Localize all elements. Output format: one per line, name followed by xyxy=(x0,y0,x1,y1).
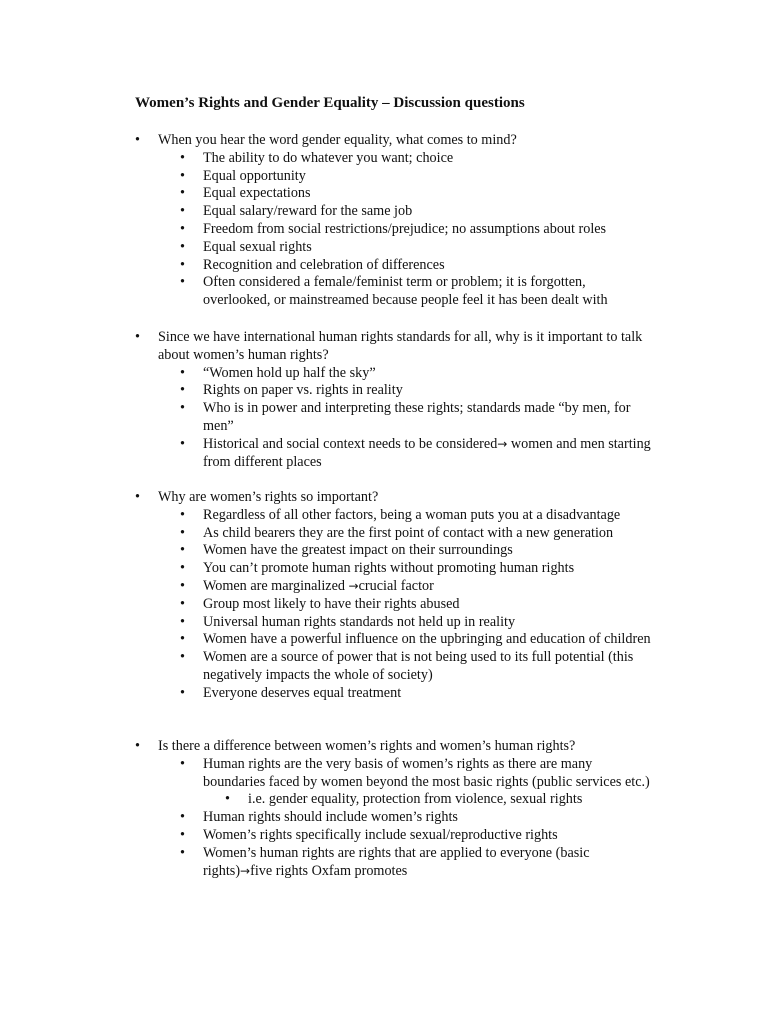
bullet: • xyxy=(180,238,185,255)
bullet: • xyxy=(180,203,185,220)
answer-item xyxy=(180,685,655,703)
answer-text: Everyone deserves equal treatment xyxy=(203,684,402,701)
answer-item xyxy=(180,239,655,257)
bullet: • xyxy=(180,631,185,648)
answer-item xyxy=(180,560,655,578)
answer-item xyxy=(180,507,655,525)
answer-text: Equal sexual rights xyxy=(203,238,312,255)
answer-text: Regardless of all other factors, being a woman puts you at a disadvantage xyxy=(203,506,621,523)
bullet: • xyxy=(135,132,140,148)
answer-text: Human rights should include women’s rights xyxy=(203,809,458,826)
bullet: • xyxy=(180,684,185,701)
answer-text: women and men starting from different places xyxy=(203,435,651,470)
answer-text: Who is in power and interpreting these rights; standards made “by men, for men” xyxy=(203,400,631,434)
question-3 xyxy=(135,489,655,507)
answer-item xyxy=(180,203,655,221)
answer-text: “Women hold up half the sky” xyxy=(203,364,376,381)
answer-text: Recognition and celebration of differences xyxy=(203,256,445,273)
answer-text: Group most likely to have their rights abused xyxy=(203,595,460,612)
answer-item xyxy=(180,845,655,881)
answer-item xyxy=(180,185,655,203)
answer-item xyxy=(180,614,655,632)
answer-text: crucial factor xyxy=(358,577,434,594)
answer-item xyxy=(180,365,655,383)
answer-text: five rights Oxfam promotes xyxy=(250,862,408,879)
answer-item xyxy=(180,827,655,845)
bullet: • xyxy=(180,809,185,826)
answer-text: The ability to do whatever you want; choice xyxy=(203,149,454,166)
answer-text: Women’s rights specifically include sexual/reproductive rights xyxy=(203,826,558,843)
question-text: Is there a difference between women’s rights and women’s human rights? xyxy=(158,738,576,754)
bullet: • xyxy=(180,400,185,417)
answer-text: Human rights are the very basis of women’s rights as there are many boundaries faced by women beyond the most basic rights (public services etc.) xyxy=(203,755,650,790)
bullet: • xyxy=(135,738,140,754)
question-text: Since we have international human rights standards for all, why is it important to talk about women’s human rights? xyxy=(158,329,643,363)
answer-text: You can’t promote human rights without promoting human rights xyxy=(203,560,575,577)
arrow-right-icon: → xyxy=(348,578,359,593)
bullet: • xyxy=(180,542,185,559)
answer-text: Equal salary/reward for the same job xyxy=(203,203,413,220)
bullet: • xyxy=(180,364,185,381)
answer-item xyxy=(180,436,655,472)
bullet: • xyxy=(180,506,185,523)
arrow-right-icon: → xyxy=(240,863,251,878)
bullet: • xyxy=(225,791,230,808)
answer-text: Equal opportunity xyxy=(203,167,306,184)
bullet: • xyxy=(180,560,185,577)
bullet: • xyxy=(180,826,185,843)
answer-text: Historical and social context needs to be considered xyxy=(203,435,498,452)
answer-text: As child bearers they are the first point of contact with a new generation xyxy=(203,524,614,541)
question-text: When you hear the word gender equality, what comes to mind? xyxy=(158,132,517,148)
bullet: • xyxy=(180,382,185,399)
bullet: • xyxy=(180,595,185,612)
answer-item xyxy=(180,168,655,186)
answer-text: Freedom from social restrictions/prejudice; no assumptions about roles xyxy=(203,220,607,237)
bullet: • xyxy=(180,274,185,291)
answer-text: i.e. gender equality, protection from violence, sexual rights xyxy=(248,791,583,808)
document-title: Women’s Rights and Gender Equality – Discussion questions xyxy=(135,95,525,111)
question-block-3 xyxy=(135,489,655,703)
answer-text: Universal human rights standards not held up in reality xyxy=(203,613,516,630)
answer-text: Women are marginalized xyxy=(203,577,349,594)
sub-answer-item xyxy=(225,791,655,809)
bullet: • xyxy=(135,329,140,345)
answer-item xyxy=(180,578,655,596)
question-2 xyxy=(135,329,655,365)
answer-text: Women have the greatest impact on their surroundings xyxy=(203,542,513,559)
bullet: • xyxy=(180,256,185,273)
answer-item xyxy=(180,809,655,827)
question-block-4 xyxy=(135,738,655,880)
bullet: • xyxy=(180,167,185,184)
answer-item xyxy=(180,649,655,685)
bullet: • xyxy=(180,185,185,202)
answer-item xyxy=(180,382,655,400)
answer-item xyxy=(180,150,655,168)
answer-item xyxy=(180,631,655,649)
bullet: • xyxy=(180,649,185,666)
answer-text: Equal expectations xyxy=(203,185,311,202)
question-4 xyxy=(135,738,655,756)
answer-text: Women have a powerful influence on the upbringing and education of children xyxy=(203,631,651,648)
answer-item xyxy=(180,221,655,239)
answer-text: Rights on paper vs. rights in reality xyxy=(203,382,403,399)
answer-item xyxy=(180,525,655,543)
question-1 xyxy=(135,132,655,150)
answer-item xyxy=(180,756,655,792)
bullet: • xyxy=(180,613,185,630)
answer-item xyxy=(180,542,655,560)
answer-item xyxy=(180,596,655,614)
answer-item xyxy=(180,400,655,436)
bullet: • xyxy=(180,149,185,166)
answer-text: Often considered a female/feminist term or problem; it is forgotten, overlooked, or mainstreamed because people feel it has been dealt with xyxy=(203,274,608,309)
question-text: Why are women’s rights so important? xyxy=(158,489,379,505)
answer-text: Women’s human rights are rights that are applied to everyone (basic rights) xyxy=(203,844,590,879)
bullet: • xyxy=(180,220,185,237)
answer-item xyxy=(180,257,655,275)
question-block-1 xyxy=(135,132,655,310)
question-block-2 xyxy=(135,329,655,471)
answer-item xyxy=(180,274,655,310)
bullet: • xyxy=(180,755,185,772)
bullet: • xyxy=(180,844,185,861)
bullet: • xyxy=(180,524,185,541)
bullet: • xyxy=(135,489,140,505)
bullet: • xyxy=(180,577,185,594)
bullet: • xyxy=(180,435,185,452)
arrow-right-icon: → xyxy=(497,436,508,451)
answer-text: Women are a source of power that is not being used to its full potential (this negatively impacts the whole of society) xyxy=(203,649,634,683)
